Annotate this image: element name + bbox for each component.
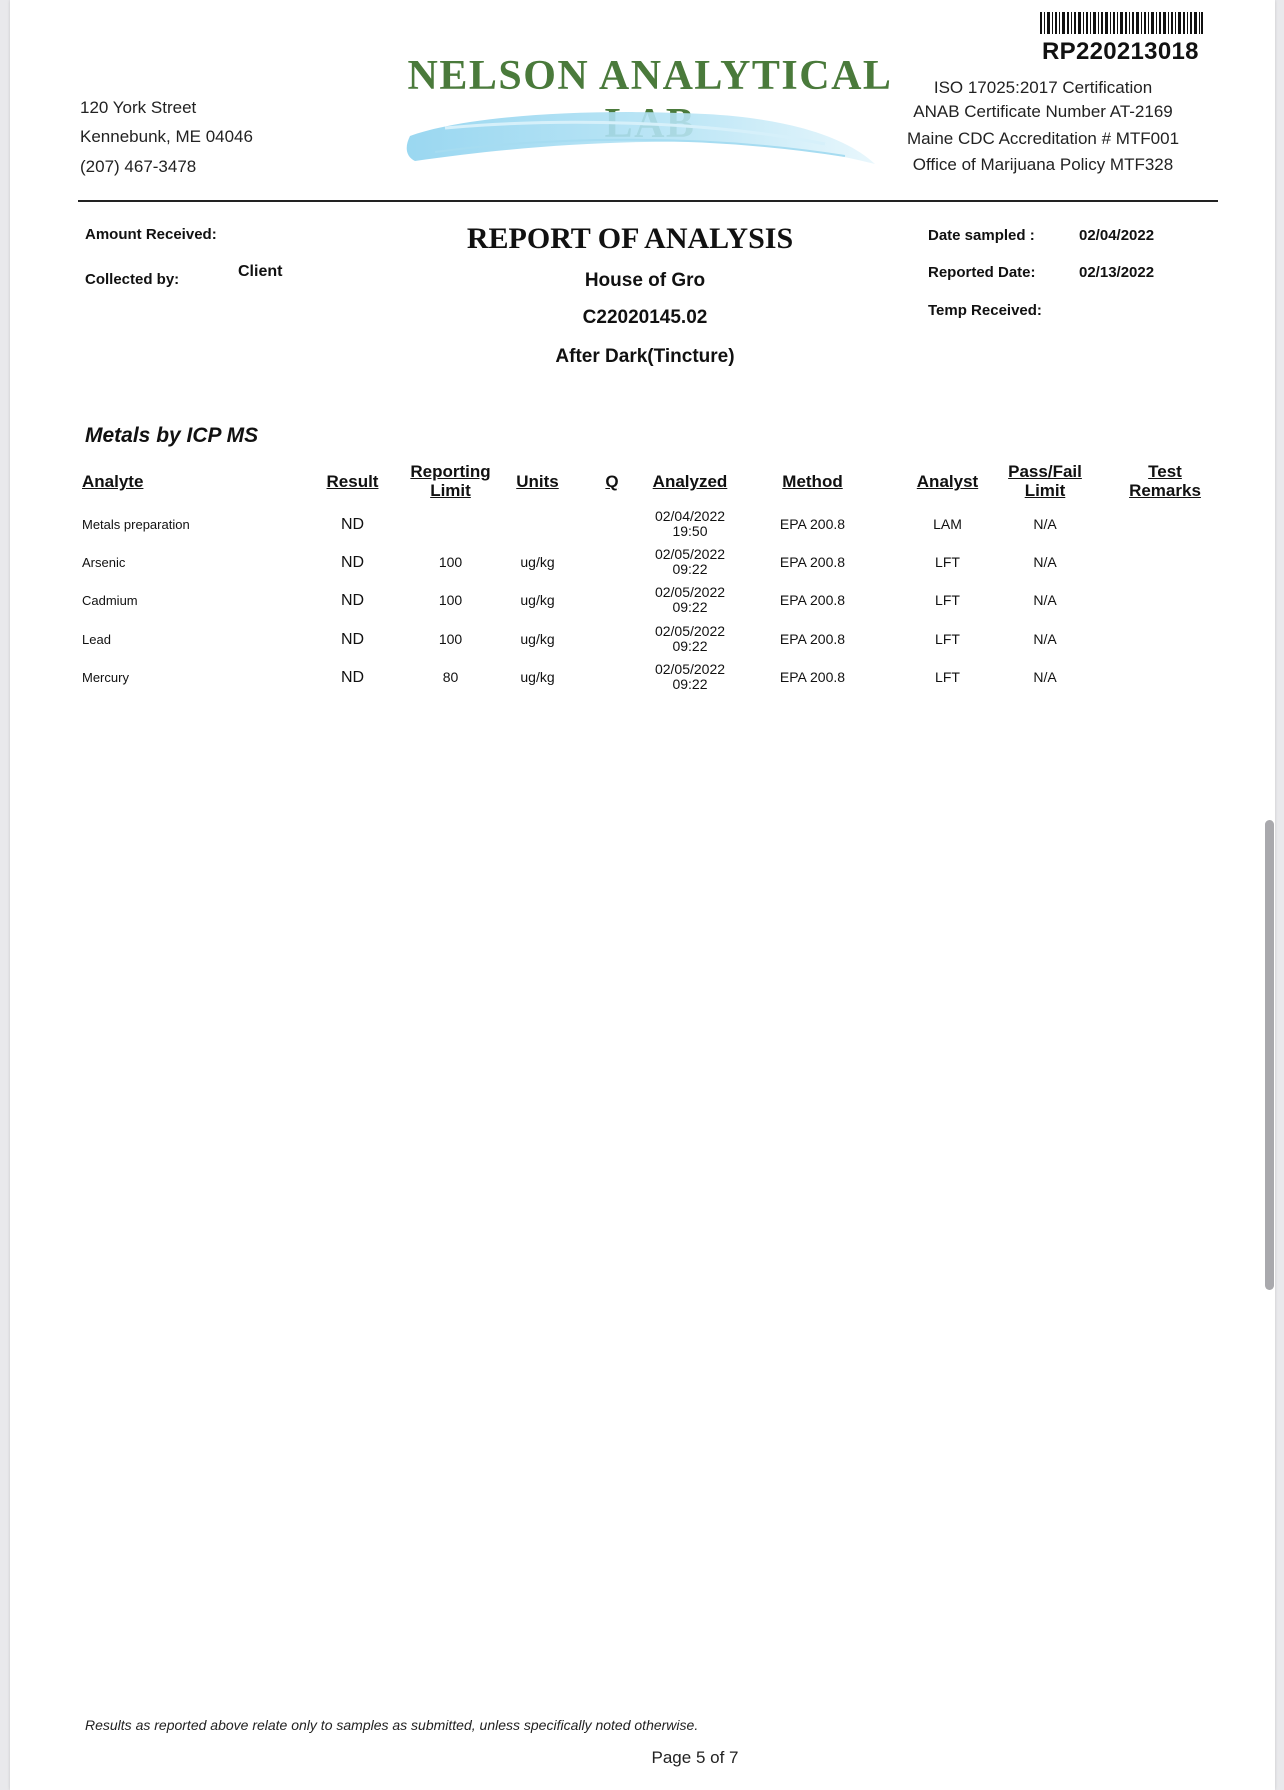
- col-header-reporting-limit: Reporting Limit: [410, 462, 491, 500]
- address-phone: (207) 467-3478: [80, 157, 197, 176]
- section-title: Metals by ICP MS: [85, 424, 259, 447]
- cell-result: ND: [340, 554, 365, 571]
- date-sampled-value: 02/04/2022: [1079, 227, 1155, 244]
- cell-units: ug/kg: [520, 554, 555, 570]
- col-header-analyzed: Analyzed: [652, 472, 728, 491]
- analyzed-time: 19:50: [672, 523, 708, 539]
- cell-pf: N/A: [1033, 554, 1057, 570]
- collected-by-label: Collected by:: [85, 271, 180, 288]
- cell-pf: N/A: [1033, 631, 1057, 647]
- date-sampled-label: Date sampled :: [928, 227, 1035, 244]
- product-name: After Dark(Tincture): [555, 346, 735, 367]
- amount-received-label: Amount Received:: [85, 226, 217, 243]
- analyzed-time: 09:22: [672, 599, 708, 615]
- col-header-analyst: Analyst: [916, 472, 979, 491]
- analyzed-date: 02/05/2022: [654, 584, 726, 600]
- cell-result: ND: [340, 592, 365, 609]
- cell-rl: 100: [438, 554, 463, 570]
- client-name: House of Gro: [584, 270, 706, 291]
- cert-iso: ISO 17025:2017 Certification: [933, 78, 1153, 97]
- cell-analyzed: [640, 509, 740, 539]
- collected-by-value: Client: [238, 263, 283, 280]
- cell-analyst: LFT: [935, 669, 960, 685]
- cell-analyzed: [640, 585, 740, 615]
- cell-pf: N/A: [1033, 669, 1057, 685]
- analyzed-date: 02/05/2022: [654, 623, 726, 639]
- analyzed-time: 09:22: [672, 676, 708, 692]
- col-header-q: Q: [605, 472, 619, 491]
- analyzed-date: 02/05/2022: [654, 661, 726, 677]
- document-page: [10, 0, 1275, 1790]
- barcode-image: [1040, 12, 1203, 34]
- sample-id: C22020145.02: [582, 307, 708, 328]
- reported-date-label: Reported Date:: [928, 264, 1036, 281]
- header-divider: [78, 200, 1218, 202]
- cell-units: ug/kg: [520, 669, 555, 685]
- cell-units: ug/kg: [520, 631, 555, 647]
- footer-note: Results as reported above relate only to samples as submitted, unless specifically noted otherwise.: [85, 1717, 699, 1733]
- col-header-method: Method: [782, 472, 843, 491]
- cell-units: ug/kg: [520, 592, 555, 608]
- cell-method: EPA 200.8: [779, 669, 846, 685]
- col-header-result: Result: [326, 472, 379, 491]
- cell-analyst: LFT: [935, 592, 960, 608]
- vertical-scrollbar[interactable]: [1265, 820, 1274, 1290]
- cell-rl: 80: [442, 669, 459, 685]
- cell-analyst: LFT: [935, 554, 960, 570]
- cell-analyst: LAM: [933, 516, 962, 532]
- temp-received-label: Temp Received:: [928, 302, 1042, 319]
- cell-analyzed: [640, 547, 740, 577]
- cell-analyte: Cadmium: [82, 593, 138, 608]
- cell-rl: 100: [438, 631, 463, 647]
- cell-analyte: Metals preparation: [82, 517, 190, 532]
- cell-analyte: Lead: [82, 632, 111, 647]
- analyzed-date: 02/05/2022: [654, 546, 726, 562]
- cell-method: EPA 200.8: [779, 554, 846, 570]
- analyzed-time: 09:22: [672, 638, 708, 654]
- col-header-analyte: Analyte: [82, 472, 144, 491]
- cell-analyte: Mercury: [82, 670, 129, 685]
- cell-analyst: LFT: [935, 631, 960, 647]
- cert-maine-cdc: Maine CDC Accreditation # MTF001: [906, 129, 1180, 148]
- analyzed-time: 09:22: [672, 561, 708, 577]
- cell-result: ND: [340, 516, 365, 533]
- lab-name-title: NELSON ANALYTICAL: [407, 53, 893, 99]
- analyzed-date: 02/04/2022: [654, 508, 726, 524]
- cell-result: ND: [340, 631, 365, 648]
- cert-anab: ANAB Certificate Number AT-2169: [913, 102, 1173, 121]
- address-city: Kennebunk, ME 04046: [80, 127, 253, 146]
- address-street: 120 York Street: [80, 98, 197, 117]
- cell-method: EPA 200.8: [779, 592, 846, 608]
- cell-pf: N/A: [1033, 516, 1057, 532]
- col-header-test-remarks: Test Remarks: [1129, 462, 1201, 500]
- reported-date-value: 02/13/2022: [1079, 264, 1155, 281]
- cell-analyte: Arsenic: [82, 555, 126, 570]
- page-number: Page 5 of 7: [651, 1748, 739, 1767]
- report-title: REPORT OF ANALYSIS: [466, 222, 794, 255]
- report-id: RP220213018: [1042, 38, 1199, 65]
- col-header-pass-fail-limit: Pass/Fail Limit: [1008, 462, 1082, 500]
- cell-pf: N/A: [1033, 592, 1057, 608]
- cell-method: EPA 200.8: [779, 516, 846, 532]
- cell-rl: 100: [438, 592, 463, 608]
- cert-omp: Office of Marijuana Policy MTF328: [912, 155, 1174, 174]
- cell-method: EPA 200.8: [779, 631, 846, 647]
- col-header-units: Units: [516, 472, 559, 491]
- cell-analyzed: [640, 624, 740, 654]
- cell-analyzed: [640, 662, 740, 692]
- brush-stroke-logo: [405, 106, 880, 176]
- cell-result: ND: [340, 669, 365, 686]
